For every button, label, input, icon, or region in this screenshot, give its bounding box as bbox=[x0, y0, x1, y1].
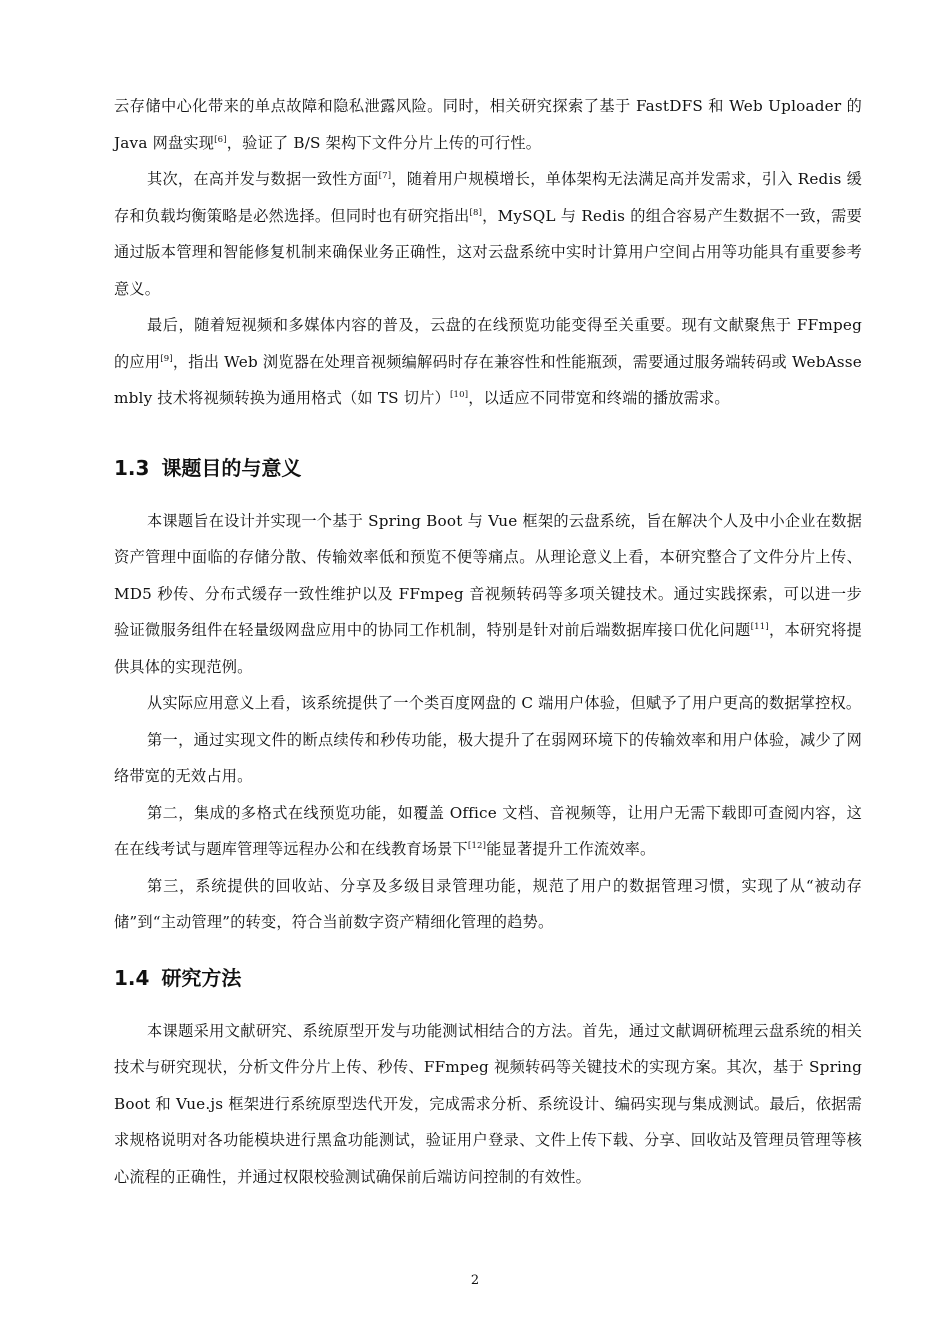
paragraph-preview bbox=[114, 307, 862, 417]
section-number: 1.3 bbox=[114, 455, 150, 480]
text-run: ，MySQL 与 Redis 的组合容易产生数据不一致，需要通过版本管理和智能修复机制来确保业务正确性，这对云盘系统中实时计算用户空间占用等功能具有重要参考意义。 bbox=[114, 206, 862, 298]
citation-11: [11] bbox=[750, 622, 769, 632]
section-title: 课题目的与意义 bbox=[161, 455, 302, 480]
citation-8: [8] bbox=[469, 207, 483, 218]
text-run: ，验证了 B/S 架构下文件分片上传的可行性。 bbox=[226, 133, 542, 152]
paragraph-purpose bbox=[114, 503, 862, 686]
text-run: ，本研究将提供具体的实现范例。 bbox=[114, 621, 863, 676]
paragraph-continued bbox=[114, 88, 862, 161]
section-heading-1-4 bbox=[114, 963, 862, 993]
citation-12: [12] bbox=[467, 841, 487, 851]
text-run: 能显著提升工作流效率。 bbox=[486, 840, 656, 858]
page-number: 2 bbox=[470, 1273, 480, 1288]
section-title: 研究方法 bbox=[161, 965, 242, 990]
text-run: 本课题旨在设计并实现一个基于 Spring Boot 与 Vue 框架的云盘系统，旨在解决个人及中小企业在数据资产管理中面临的存储分散、传输效率低和预览不便等痛点。从理论意义上看，本研究整合了文件分片上传、MD5 秒传、分布式缓存一致性维护以及 FFmpeg 音视频转码等多项关键技术。通过实践探索，可以进一步验证微服务组件在轻量级网盘应用中的协同工作机制，特别是针对前后端数据库接口优化问题 bbox=[114, 511, 862, 639]
citation-10: [10] bbox=[449, 390, 469, 400]
text-run: ，随着用户规模增长，单体架构无法满足高并发需求，引入 Redis 缓存和负载均衡策略是必然选择。但同时也有研究指出 bbox=[114, 170, 862, 225]
text-run: ，以适应不同带宽和终端的播放需求。 bbox=[468, 389, 730, 407]
paragraph-practical: 从实际应用意义上看，该系统提供了一个类百度网盘的 C 端用户体验，但赋予了用户更高的数据掌控权。 bbox=[147, 694, 862, 712]
paragraph-first: 第一，通过实现文件的断点续传和秒传功能，极大提升了在弱网环境下的传输效率和用户体验，减少了网络带宽的无效占用。 bbox=[114, 730, 862, 785]
citation-9: [9] bbox=[160, 353, 173, 364]
citation-7: [7] bbox=[378, 171, 392, 181]
paragraph-second bbox=[114, 795, 862, 868]
page-content bbox=[114, 88, 862, 1195]
text-run: 云存储中心化带来的单点故障和隐私泄露风险。同时，相关研究探索了基于 FastDFS 和 Web Uploader 的 Java 网盘实现 bbox=[114, 97, 862, 152]
paragraph-method: 本课题采用文献研究、系统原型开发与功能测试相结合的方法。首先，通过文献调研梳理云盘系统的相关技术与研究现状，分析文件分片上传、秒传、FFmpeg 视频转码等关键技术的实现方案。其次，基于 Spring Boot 和 Vue.js 框架进行系统原型迭代开发，完成需求分析、系统设计、编码实现与集成测试。最后，依据需求规格说明对各功能模块进行黑盒功能测试，验证用户登录、文件上传下载、分享、回收站及管理员管理等核心流程的正确性，并通过权限校验测试确保前后端访问控制的有效性。 bbox=[114, 1021, 862, 1186]
text-run: ，指出 Web 浏览器在处理音视频编解码时存在兼容性和性能瓶颈，需要通过服务端转码或 WebAssembly 技术将视频转换为通用格式（如 TS 切片） bbox=[114, 352, 862, 407]
section-number: 1.4 bbox=[114, 965, 150, 990]
section-heading-1-3 bbox=[114, 453, 862, 483]
text-run: 最后，随着短视频和多媒体内容的普及，云盘的在线预览功能变得至关重要。现有文献聚焦于 FFmpeg 的应用 bbox=[114, 316, 862, 371]
text-run: 其次，在高并发与数据一致性方面 bbox=[147, 170, 379, 188]
citation-6: [6] bbox=[214, 134, 227, 145]
text-run: 第二，集成的多格式在线预览功能，如覆盖 Office 文档、音视频等，让用户无需下载即可查阅内容，这在在线考试与题库管理等远程办公和在线教育场景下 bbox=[114, 803, 862, 858]
paragraph-third: 第三，系统提供的回收站、分享及多级目录管理功能，规范了用户的数据管理习惯，实现了从“被动存储”到“主动管理”的转变，符合当前数字资产精细化管理的趋势。 bbox=[114, 876, 862, 931]
paragraph-concurrency bbox=[114, 161, 862, 307]
